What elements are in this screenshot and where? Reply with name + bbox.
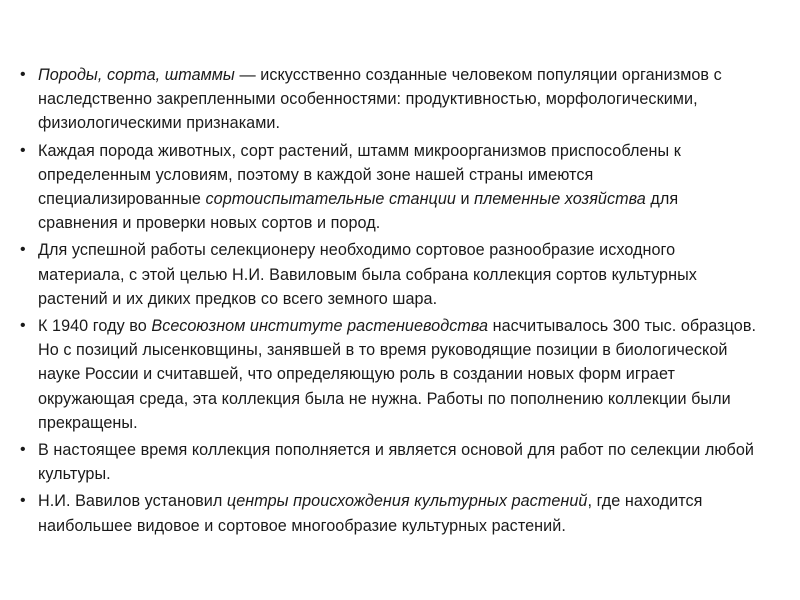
list-item <box>20 489 760 537</box>
text-run: для сравнения и проверки новых сортов и пород. <box>38 190 679 233</box>
text-run: В настоящее время коллекция пополняется и является основой для работ по селекции любой культуры. <box>38 441 755 484</box>
bullet-point: • <box>20 141 26 159</box>
bullet-point: • <box>20 317 26 335</box>
italic-term: сортоиспытательные станции <box>205 190 456 209</box>
italic-term: племенные хозяйства <box>474 190 646 209</box>
list-item <box>20 63 760 136</box>
bullet-point: • <box>20 241 26 259</box>
text-run: Н.И. Вавилов установил <box>38 492 227 511</box>
list-item <box>20 238 760 311</box>
text-run: — искусственно созданные человеком популяции организмов с наследственно закрепленными особенностями: продуктивностью, морфологическими, физиологическими признаками. <box>38 66 722 133</box>
bullet-point: • <box>20 66 26 83</box>
text-run: Каждая порода животных, сорт растений, штамм микроорганизмов приспособлены к определенным условиям, поэтому в каждой зоне нашей страны имеются специализированные <box>38 141 681 209</box>
italic-term: Породы, сорта, штаммы <box>38 66 235 84</box>
text-run: насчитывалось 300 тыс. образцов. Но с позиций лысенковщины, занявшей в то время руководящие позиции в биологической науке России и считавшей, что определяющую роль в создании новых форм играет окружающая среда, эта коллекция была не нужна. Работы по пополнению коллекции были прекращены. <box>38 317 757 432</box>
bullet-point: • <box>20 441 26 459</box>
list-item <box>20 314 760 435</box>
text-run: , где находится наибольшее видовое и сортовое многообразие культурных растений. <box>38 492 703 535</box>
bullet-list <box>20 63 760 541</box>
italic-term: Всесоюзном институте растениеводства <box>151 317 489 336</box>
text-run: Для успешной работы селекционеру необходимо сортовое разнообразие исходного материала, с этой целью Н.И. Вавиловым была собрана коллекция сортов культурных растений и их диких предков со всего земного шара. <box>38 241 697 308</box>
italic-term: центры происхождения культурных растений <box>226 492 588 511</box>
bullet-point: • <box>20 492 26 510</box>
list-item <box>20 139 760 236</box>
text-run: и <box>455 190 475 209</box>
text-run: К 1940 году во <box>38 317 152 336</box>
list-item <box>20 438 760 486</box>
